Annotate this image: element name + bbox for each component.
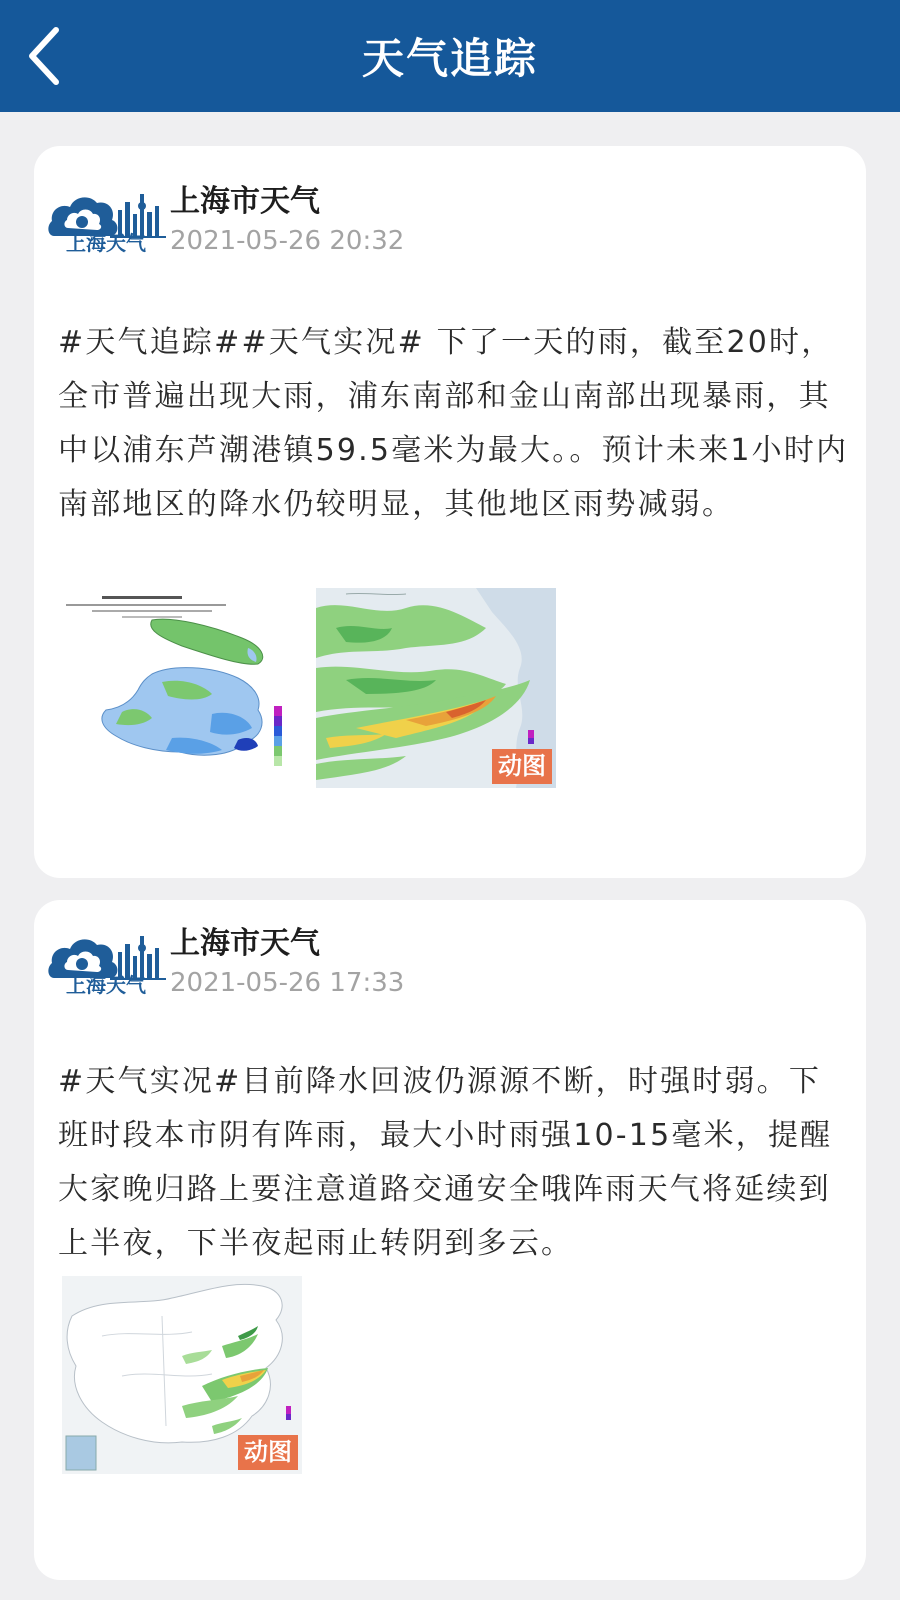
author-name[interactable]: 上海市天气 [170,926,320,961]
post-timestamp: 2021-05-26 20:32 [170,226,405,256]
shanghai-weather-logo-icon [46,184,168,256]
author-name[interactable]: 上海市天气 [170,184,320,219]
chevron-left-icon [24,26,64,86]
back-button[interactable] [10,22,78,90]
animated-gif-badge: 动图 [238,1435,298,1470]
post-card[interactable] [34,146,866,878]
shanghai-rainfall-map-icon [62,586,306,786]
post-timestamp: 2021-05-26 17:33 [170,968,405,998]
avatar[interactable] [46,926,168,998]
post-image-china-radar[interactable] [62,1276,302,1474]
svg-text:上海天气: 上海天气 [66,231,146,255]
avatar[interactable] [46,184,168,256]
svg-text:上海天气: 上海天气 [66,973,146,997]
post-image-radar-animation[interactable] [316,588,556,788]
post-content: #天气实况#目前降水回波仍源源不断，时强时弱。下班时段本市阴有阵雨，最大小时雨强10-15毫米，提醒大家晚归路上要注意道路交通安全哦阵雨天气将延续到上半夜，下半夜起雨止转阴到多云。 [58,1064,833,1261]
post-card[interactable] [34,900,866,1580]
shanghai-weather-logo-icon [46,926,168,998]
page-title: 天气追踪 [361,34,538,83]
post-image-rainfall-map[interactable] [62,586,306,786]
app-bar [0,0,900,112]
post-content: #天气追踪##天气实况# 下了一天的雨，截至20时，全市普遍出现大雨，浦东南部和金山南部出现暴雨，其中以浦东芦潮港镇59.5毫米为最大。。预计未来1小时内南部地区的降水仍较明显，其他地区雨势减弱。 [58,325,849,522]
animated-gif-badge: 动图 [492,749,552,784]
